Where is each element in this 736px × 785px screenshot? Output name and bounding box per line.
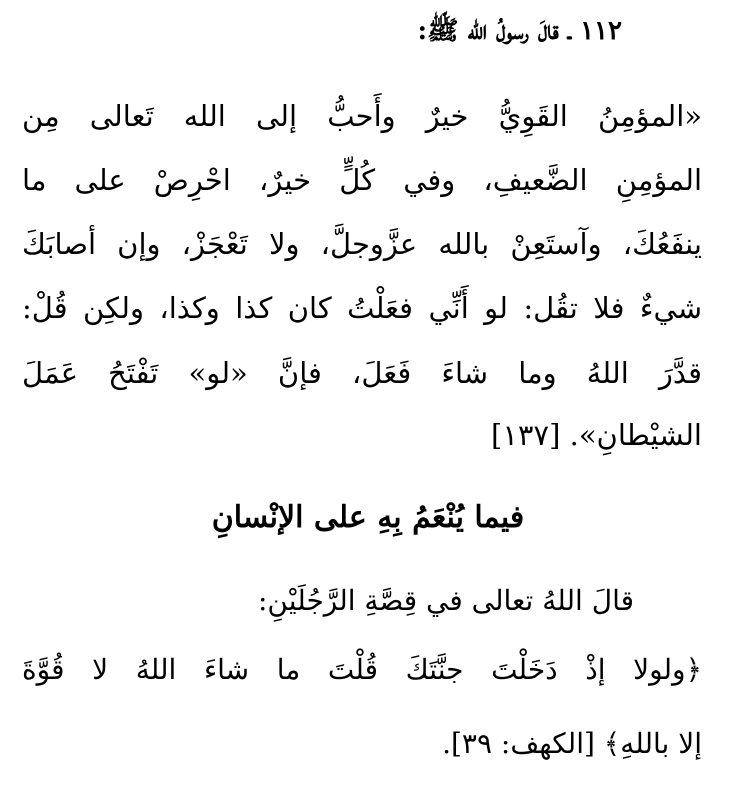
hadith-text-line-4: شيءٌ فلا تقُل: لو أَنِّي فعَلْتُ كان كذا وكذا، ولكِن قُلْ: — [22, 291, 702, 325]
hadith-text-line-6: الشيْطانِ». [١٣٧] — [491, 418, 702, 452]
hadith-number-title: ١١٢ ـ قالَ رسولُ الله ﷺ: — [417, 16, 622, 46]
hadith-text-line-2: المؤمِنِ الضَّعيفِ، وفي كُلٍّ خيرٌ، احْرِصْ على ما — [22, 163, 702, 197]
section-intro: قالَ اللهُ تعالى في قِصَّةِ الرَّجُلَيْنِ: — [258, 584, 634, 617]
hadith-text-line-1: «المؤمِنُ القَوِيُّ خيرٌ وأَحبُّ إلى الله تَعالى مِن — [22, 99, 702, 133]
quran-verse-line-2: إلا باللهِ﴾ [الكهف: ٣٩]. — [442, 727, 702, 760]
section-heading: فيما يُنْعَمُ بِهِ على الإنْسانِ — [211, 500, 525, 535]
hadith-text-line-3: ينفَعُكَ، وآستَعِنْ بالله عزَّوجلَّ، ولا تَعْجَزْ، وإن أصابَكَ — [22, 227, 702, 261]
hadith-text-line-5: قدَّرَ اللهُ وما شاءَ فَعَلَ، فإنَّ «لو» تَفْتَحُ عَمَلَ — [22, 356, 702, 390]
quran-verse-line-1: ﴿ولولا إذْ دَخَلْتَ جنَّتَكَ قُلْتَ ما شاءَ اللهُ لا قُوَّةَ — [22, 653, 702, 686]
